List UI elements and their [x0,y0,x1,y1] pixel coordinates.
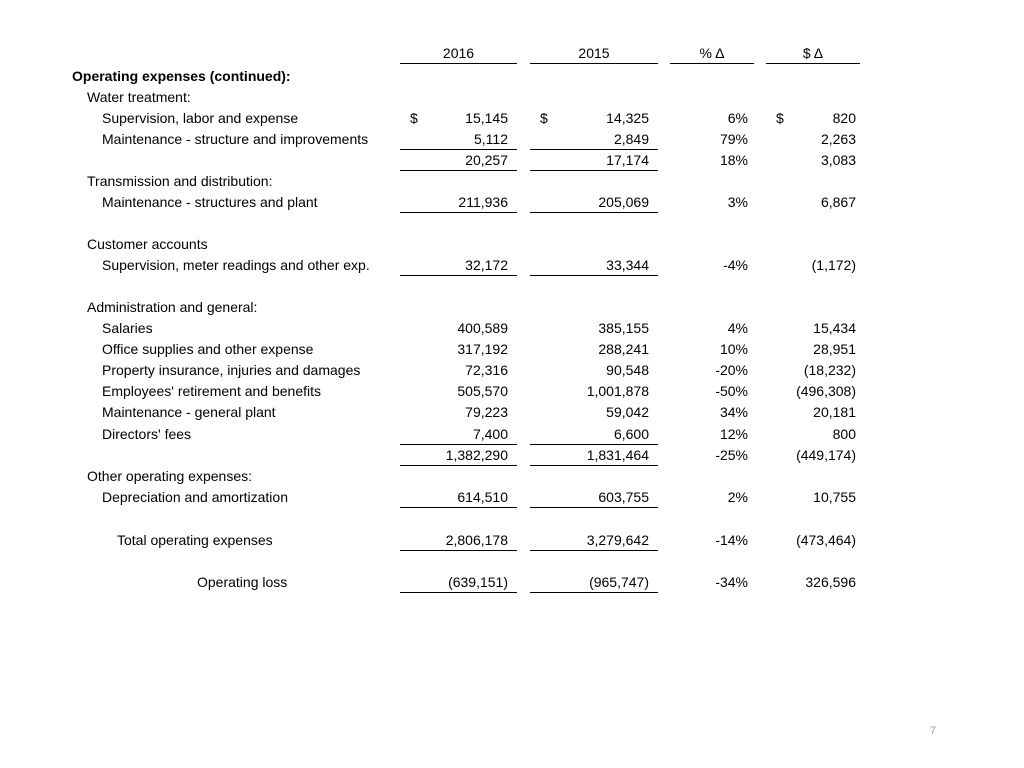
row-label: Salaries [102,320,153,336]
header-2016: 2016 [442,45,475,61]
total-label: Total operating expenses [117,532,273,548]
value-2016: 20,257 [465,152,508,168]
operating-loss-label: Operating loss [197,574,288,590]
value-2015: 205,069 [598,194,649,210]
value-2016: 400,589 [457,320,508,336]
row-label: Maintenance - structure and improvements [102,131,369,147]
underline [400,507,517,508]
currency-symbol: $ [540,110,548,126]
row-label: Depreciation and amortization [102,489,288,505]
category-label: Customer accounts [87,236,208,252]
underline [530,507,658,508]
value-2016: (639,151) [448,574,508,590]
value-2015: 1,001,878 [586,383,649,399]
dollar-change: (1,172) [811,257,856,273]
value-2015: 6,600 [613,426,649,442]
header-underline [400,63,517,64]
pct-change: 10% [719,341,748,357]
value-2015: 603,755 [598,489,649,505]
dollar-change: 6,867 [820,194,856,210]
dollar-change: (449,174) [796,447,856,463]
value-2016: 79,223 [465,404,508,420]
value-2016: 32,172 [465,257,508,273]
pct-change: -50% [715,383,748,399]
value-2016: 317,192 [457,341,508,357]
category-label: Transmission and distribution: [87,173,273,189]
table-row [0,255,1024,276]
underline [530,212,658,213]
underline [400,275,517,276]
table-row [0,339,1024,360]
table-row [0,360,1024,381]
table-row [0,381,1024,402]
underline [530,550,658,551]
category-row [0,297,1024,318]
value-2016: 211,936 [458,194,508,210]
row-label: Office supplies and other expense [102,341,314,357]
value-2015: 1,831,464 [586,447,649,463]
currency-symbol: $ [776,110,784,126]
pct-change: 18% [719,152,748,168]
header-2015: 2015 [578,45,610,61]
category-label: Other operating expenses: [87,468,252,484]
value-2015: 385,155 [598,320,649,336]
pct-change: -20% [715,362,748,378]
dollar-change: 2,263 [820,131,856,147]
pct-change: -25% [715,447,748,463]
category-row [0,171,1024,192]
table-row [0,318,1024,339]
pct-change: -4% [723,257,748,273]
value-2015: (965,747) [589,574,649,590]
underline [530,592,658,593]
value-2015: 14,325 [606,110,649,126]
value-2016: 15,145 [465,110,508,126]
header-underline [766,63,860,64]
table-row [0,108,1024,129]
category-row [0,87,1024,108]
underline [400,592,517,593]
value-2016: 2,806,178 [445,532,508,548]
dollar-change: 326,596 [805,574,856,590]
category-label: Administration and general: [87,299,258,315]
table-row [0,129,1024,150]
value-2015: 59,042 [606,404,649,420]
table-row [0,192,1024,213]
dollar-change: 800 [832,426,856,442]
table-row [0,402,1024,423]
header-underline [530,63,658,64]
section-title: Operating expenses (continued): [72,68,291,84]
row-label: Supervision, labor and expense [102,110,299,126]
value-2015: 2,849 [613,131,649,147]
dollar-change: 20,181 [813,404,856,420]
underline [400,212,517,213]
value-2015: 17,174 [606,152,649,168]
row-label: Property insurance, injuries and damages [102,362,361,378]
row-label: Maintenance - structures and plant [102,194,318,210]
underline [530,275,658,276]
header-dollar-change: $ Δ [802,45,824,61]
subtotal-row [0,150,1024,171]
value-2016: 505,570 [457,383,508,399]
table-row [0,487,1024,508]
value-2016: 1,382,290 [445,447,508,463]
dollar-change: 28,951 [813,341,856,357]
page-number: 7 [930,725,937,737]
underline [400,550,517,551]
dollar-change: 15,434 [813,320,856,336]
pct-change: 34% [719,404,748,420]
dollar-change: (18,232) [803,362,856,378]
pct-change: 2% [727,489,748,505]
dollar-change: 10,755 [813,489,856,505]
category-row [0,466,1024,487]
value-2016: 7,400 [472,426,508,442]
row-label: Directors' fees [102,426,192,442]
pct-change: 4% [727,320,748,336]
pct-change: -34% [715,574,748,590]
value-2015: 3,279,642 [586,532,649,548]
subtotal-row [0,445,1024,466]
value-2016: 614,510 [457,489,508,505]
pct-change: -14% [715,532,748,548]
total-row [0,530,1024,551]
pct-change: 3% [727,194,748,210]
section-title-row [0,66,1024,87]
dollar-change: 3,083 [820,152,856,168]
header-underline [670,63,754,64]
dollar-change: (496,308) [796,383,856,399]
value-2016: 72,316 [465,362,508,378]
operating-loss-row [0,572,1024,593]
row-label: Supervision, meter readings and other exp. [102,257,370,273]
category-label: Water treatment: [87,89,191,105]
dollar-change: (473,464) [796,532,856,548]
row-label: Maintenance - general plant [102,404,276,420]
row-label: Employees' retirement and benefits [102,383,322,399]
pct-change: 12% [719,426,748,442]
value-2015: 33,344 [606,257,649,273]
pct-change: 79% [719,131,748,147]
pct-change: 6% [727,110,748,126]
table-row [0,424,1024,445]
value-2015: 288,241 [598,341,649,357]
category-row [0,234,1024,255]
value-2015: 90,548 [606,362,649,378]
value-2016: 5,112 [474,131,508,147]
header-pct-change: % Δ [699,45,725,61]
dollar-change: 820 [832,110,856,126]
currency-symbol: $ [410,110,418,126]
